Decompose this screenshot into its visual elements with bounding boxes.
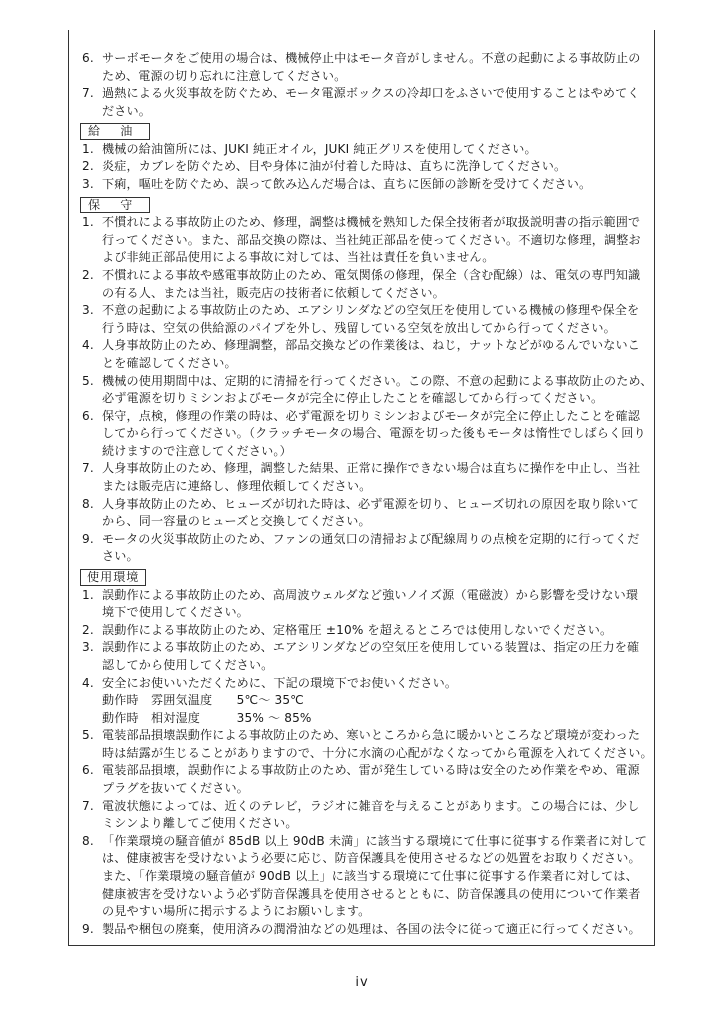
item-text-line: 人身事故防止のため、ヒューズが切れた時は、必ず電源を切り、ヒューズ切れの原因を取り除いて [102, 496, 640, 511]
list-item [69, 337, 654, 372]
section-heading: 保 守 [80, 197, 150, 214]
item-number: 1. [82, 215, 94, 230]
list-item [69, 214, 654, 267]
list-item [69, 158, 654, 176]
list-item [69, 921, 654, 939]
item-number: 7. [82, 461, 94, 476]
list-item [69, 85, 654, 120]
item-number: 2. [82, 267, 94, 282]
item-text-line: モータの火災事故防止のため、ファンの通気口の清掃および配線周りの点検を定期的に行ってくだ [102, 531, 640, 546]
item-number: 8. [82, 496, 94, 511]
item-text-line: 誤動作による事故防止のため、定格電圧 ±10% を超えるところでは使用しないでください。 [102, 622, 613, 637]
item-text-line: サーボモータをご使用の場合は、機械停止中はモータ音がしません。不意の起動による事故防止の [102, 51, 641, 65]
safety-content [69, 50, 654, 938]
item-text-line: とを確認してください。 [102, 355, 237, 370]
item-text-line: さい。 [102, 549, 139, 564]
item-number: 2. [82, 622, 94, 637]
item-number: 3. [82, 177, 94, 192]
item-text-line: 製品や梱包の廃棄，使用済みの潤滑油などの処理は、各国の法令に従って適正に行ってください。 [102, 921, 641, 936]
item-text-line: 動作時 雰囲気温度 5℃～ 35℃ [102, 693, 304, 708]
list-item [69, 622, 654, 640]
section-heading: 給 油 [80, 123, 150, 140]
list-item [69, 639, 654, 674]
item-text-line: 行ってください。また、部品交換の際は、当社純正部品を使ってください。不適切な修理，調整お [102, 232, 641, 247]
list-item [69, 762, 654, 797]
item-text-line: 「作業環境の騒音値が 85dB 以上 90dB 未満」に該当する環境にて仕事に従事する作業者に対して [102, 833, 648, 848]
list-item [69, 176, 654, 194]
item-text-line: また、「作業環境の騒音値が 90dB 以上」に該当する環境にて仕事に従事する作業者に対しては、 [102, 869, 638, 884]
list-item [69, 141, 654, 159]
list-item [69, 408, 654, 461]
item-text-line: 健康被害を受けないよう必ず防音保護具を使用させるとともに、防音保護具の使用について作業者 [102, 886, 641, 901]
item-text-line: 行う時は、空気の供給源のパイプを外し、残留している空気を放出してから行ってください。 [102, 320, 616, 335]
list-item [69, 727, 654, 762]
item-text-line: 誤動作による事故防止のため、エアシリンダなどの空気圧を使用している装置は、指定の圧力を確 [102, 640, 640, 655]
item-number: 4. [82, 338, 94, 353]
list-item [69, 496, 654, 531]
item-number: 5. [82, 728, 94, 743]
section-1 [69, 120, 654, 193]
item-text-line: 炎症，カブレを防ぐため、目や身体に油が付着した時は、直ちに洗浄してください。 [102, 159, 567, 174]
safety-page-frame [68, 30, 655, 946]
list-item [69, 531, 654, 566]
item-text-line: 必ず電源を切りミシンおよびモータが完全に停止したことを確認してから行ってください。 [102, 391, 604, 406]
item-text-line: から、同一容量のヒューズと交換してください。 [102, 514, 371, 529]
item-text-line: 時は結露が生じることがありますので、十分に水滴の心配がなくなってから電源を入れてください。 [102, 745, 653, 760]
item-text-line: 下痢，嘔吐を防ぐため、誤って飲み込んだ場合は、直ちに医師の診断を受けてください。 [102, 177, 592, 192]
item-number: 6. [82, 763, 94, 778]
item-text-line: よび非純正部品使用による事故に対しては、当社は責任を負いません。 [102, 250, 495, 265]
section-heading: 使用環境 [80, 569, 146, 586]
item-text-line: 保守，点検，修理の作業の時は、必ず電源を切りミシンおよびモータが完全に停止したことを確認 [102, 408, 640, 423]
item-number: 7. [82, 86, 94, 101]
item-text-line: 電装部品損壊誤動作による事故防止のため、寒いところから急に暖かいところなど環境が変わった [102, 728, 641, 743]
section-2 [69, 194, 654, 566]
list-item [69, 675, 654, 728]
item-text-line: 人身事故防止のため、修理，調整した結果、正常に操作できない場合は直ちに操作を中止し、当社 [102, 461, 641, 476]
item-text-line: 不意の起動による事故防止のため、エアシリンダなどの空気圧を使用している機械の修理や保全を [102, 303, 640, 318]
item-text-line: ため、電源の切り忘れに注意してください。 [102, 68, 347, 83]
item-text-line: 動作時 相対湿度 35% ～ 85% [102, 710, 312, 725]
list-item [69, 373, 654, 408]
item-text-line: の見やすい場所に掲示するようにお願いします。 [102, 904, 371, 919]
item-number: 7. [82, 798, 94, 813]
item-text-line: または販売店に連絡し、修理依頼してください。 [102, 479, 372, 494]
item-number: 6. [82, 51, 94, 65]
section-3 [69, 566, 654, 938]
item-number: 1. [82, 587, 94, 602]
item-text-line: ミシンより離してご使用ください。 [102, 816, 298, 831]
item-text-line: 不慣れによる事故や感電事故防止のため、電気関係の修理，保全（含む配線）は、電気の専門知識 [102, 267, 641, 282]
item-text-line: 機械の給油箇所には、JUKI 純正オイル，JUKI 純正グリスを使用してください。 [102, 141, 537, 156]
item-text-line: 認してから使用してください。 [102, 657, 274, 672]
item-text-line: 人身事故防止のため、修理調整，部品交換などの作業後は、ねじ，ナットなどがゆるんでいないこ [102, 338, 641, 353]
item-number: 4. [82, 675, 94, 690]
list-item [69, 460, 654, 495]
item-text-line: 続けますので注意してください。） [102, 443, 292, 458]
item-number: 3. [82, 303, 94, 318]
item-text-line: 電装部品損壊，誤動作による事故防止のため、雷が発生している時は安全のため作業をやめ、電源 [102, 763, 640, 778]
list-item [69, 587, 654, 622]
page-number: iv [355, 975, 369, 990]
item-text-line: してから行ってください。（クラッチモータの場合、電源を切った後もモータは惰性でしばらく回り [102, 426, 646, 441]
item-text-line: ださい。 [102, 103, 151, 118]
item-number: 9. [82, 921, 94, 936]
item-text-line: は、健康被害を受けないよう必要に応じ、防音保護具を使用させるなどの処置をお取りください。 [102, 851, 641, 866]
item-text-line: プラグを抜いてください。 [102, 781, 249, 796]
section-0 [69, 50, 654, 120]
item-number: 5. [82, 373, 94, 388]
item-number: 1. [82, 141, 94, 156]
list-item [69, 267, 654, 302]
item-text-line: 安全にお使いいただくために、下記の環境下でお使いください。 [102, 675, 458, 690]
item-text-line: 不慣れによる事故防止のため、修理，調整は機械を熟知した保全技術者が取扱説明書の指示範囲で [102, 215, 641, 230]
item-number: 2. [82, 159, 94, 174]
item-text-line: 機械の使用期間中は、定期的に清掃を行ってください。この際、不意の起動による事故防止のため、 [102, 373, 653, 388]
list-item [69, 798, 654, 833]
item-number: 8. [82, 833, 94, 848]
item-text-line: 電波状態によっては、近くのテレビ，ラジオに雑音を与えることがあります。この場合には、少し [102, 798, 640, 813]
item-text-line: の有る人、または当社，販売店の技術者に依頼してください。 [102, 285, 445, 300]
item-text-line: 誤動作による事故防止のため、高周波ウェルダなど強いノイズ源（電磁波）から影響を受けない環 [102, 587, 639, 602]
item-text-line: 境下で使用してください。 [102, 605, 249, 620]
item-number: 6. [82, 408, 94, 423]
item-number: 3. [82, 640, 94, 655]
list-item [69, 302, 654, 337]
list-item [69, 833, 654, 921]
item-number: 9. [82, 531, 94, 546]
list-item [69, 50, 654, 85]
item-text-line: 過熱による火災事故を防ぐため、モータ電源ボックスの冷却口をふさいで使用することはやめてく [102, 86, 640, 101]
